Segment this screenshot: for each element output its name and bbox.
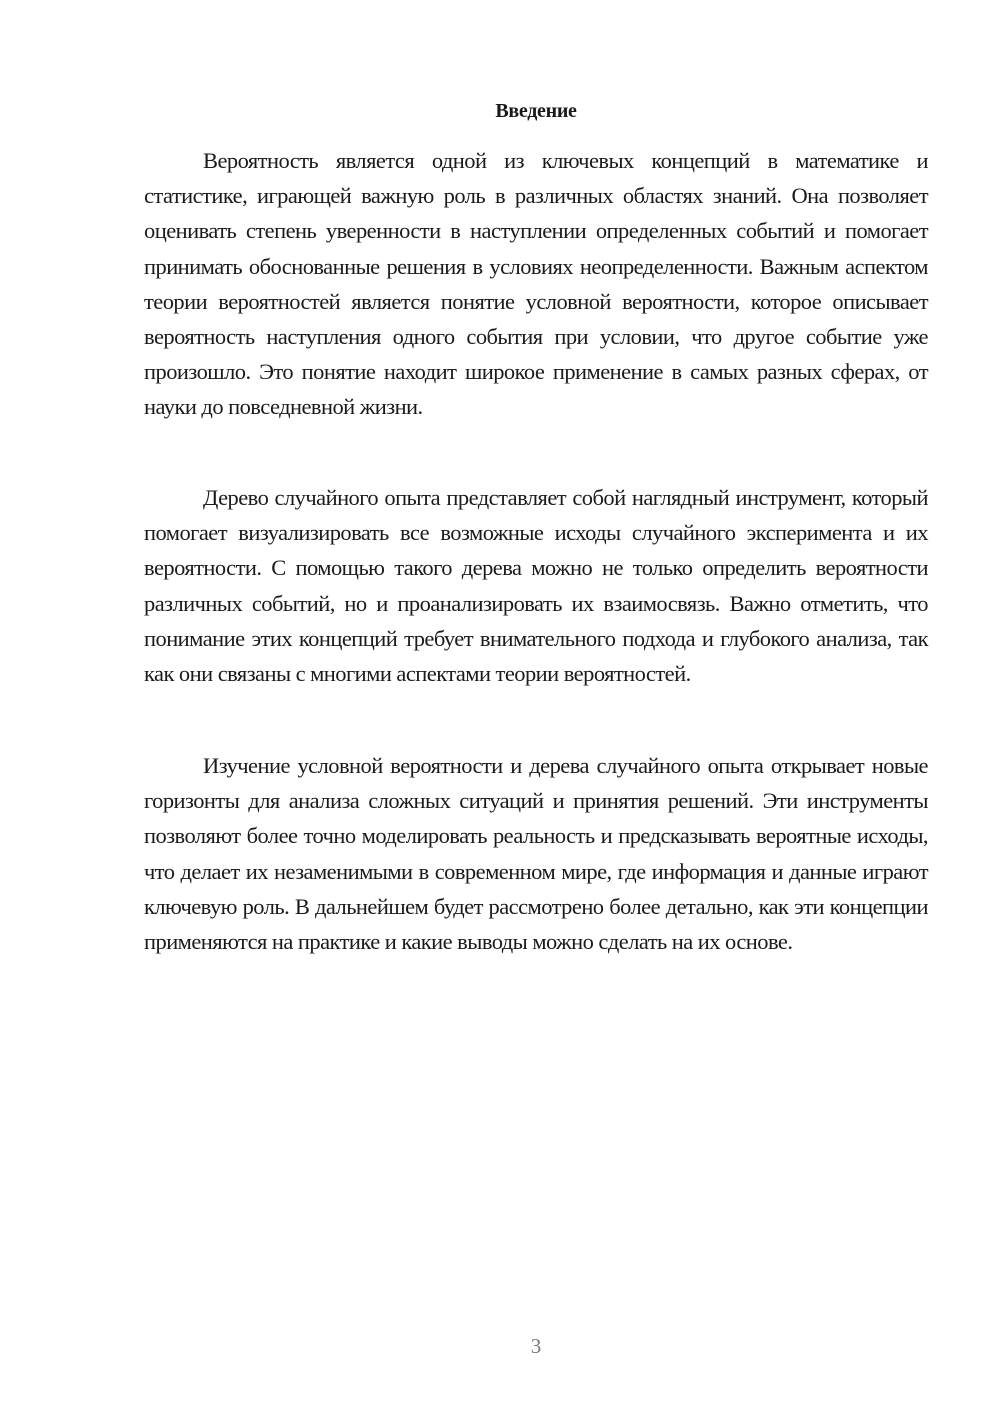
paragraph-1-block	[144, 143, 928, 425]
page-number: 3	[530, 1334, 542, 1358]
paragraph: Вероятность является одной из ключевых концепций в математике и статистике, играющей важную роль в различных областях знаний. Она позволяет оценивать степень уверенности в наступлении определенных событий и помогает принимать обоснованные решения в условиях неопределенности. Важным аспектом теории вероятностей является понятие условной вероятности, которое описывает вероятность наступления одного события при условии, что другое событие уже произошло. Это понятие находит широкое применение в самых разных сферах, от науки до повседневной жизни.	[144, 148, 928, 420]
section-title: Введение	[495, 100, 577, 122]
paragraph: Изучение условной вероятности и дерева случайного опыта открывает новые горизонты для анализа сложных ситуаций и принятия решений. Эти инструменты позволяют более точно моделировать реальность и предсказывать вероятные исходы, что делает их незаменимыми в современном мире, где информация и данные играют ключевую роль. В дальнейшем будет рассмотрено более детально, как эти концепции применяются на практике и какие выводы можно сделать на их основе.	[144, 753, 928, 955]
paragraph-2-block	[144, 480, 928, 691]
paragraph: Дерево случайного опыта представляет собой наглядный инструмент, который помогает визуализировать все возможные исходы случайного эксперимента и их вероятности. С помощью такого дерева можно не только определить вероятности различных событий, но и проанализировать их взаимосвязь. Важно отметить, что понимание этих концепций требует внимательного подхода и глубокого анализа, так как они связаны с многими аспектами теории вероятностей.	[144, 485, 928, 687]
paragraph-3-block	[144, 748, 928, 959]
